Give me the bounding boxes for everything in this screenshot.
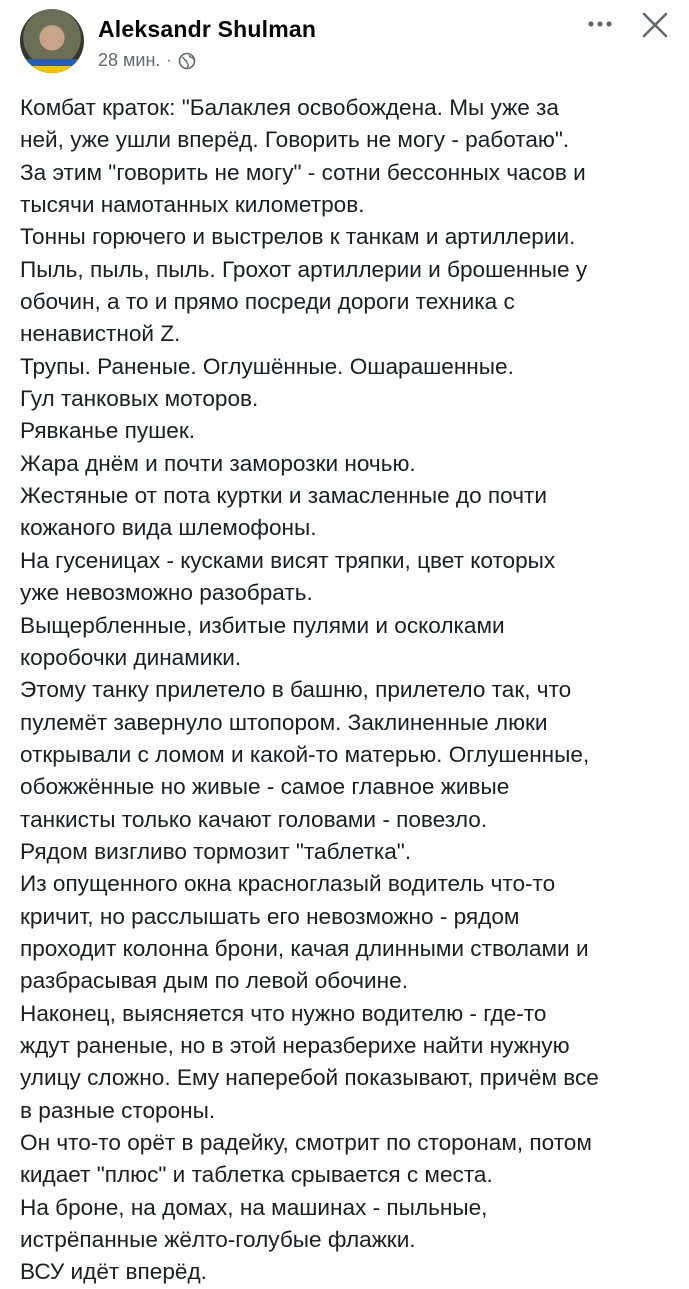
post-text-line: Жестяные от пота куртки и замасленные до почти [20,483,547,509]
post-text-line: За этим "говорить не могу" - сотни бессонных часов и [20,159,586,185]
post-text-line: кричит, но расслышать его невозможно - рядом [20,903,520,929]
post-text-line: пулемёт завернуло штопором. Заклиненные люки [20,709,548,735]
meta-separator: · [166,51,172,69]
post-text-line: проходит колонна брони, качая длинными стволами и [20,935,589,961]
post-text-line: Комбат краток: "Балаклея освобождена. Мы уже за [20,95,559,120]
post-text-line: ненавистной Z. [20,321,181,347]
avatar-flag-yellow [20,66,84,73]
post-text-line: Гул танковых моторов. [20,386,259,412]
post-text-line: в разные стороны. [20,1097,216,1123]
post-time[interactable]: 28 мин. [98,50,161,70]
post-text-line: Выщербленные, избитые пулями и осколками [20,612,505,638]
post-text-line: Он что-то орёт в радейку, смотрит по сторонам, потом [20,1130,592,1155]
post-text-line: На гусеницах - кусками висят тряпки, цвет которых [20,547,556,573]
post-body [20,92,675,1289]
post-text-line: Рявканье пушек. [20,418,195,444]
post-text-line: Тонны горючего и выстрелов к танкам и артиллерии. [20,224,576,250]
post-text-line: ждут раненые, но в этой неразберихе найти нужную [20,1032,570,1058]
post-text-line: Жара днём и почти заморозки ночью. [20,450,416,476]
post-text-line: улицу сложно. Ему наперебой показывают, причём все [20,1065,599,1091]
close-icon[interactable] [640,10,670,40]
post-text-line: коробочки динамики. [20,644,242,670]
post-header [0,0,689,80]
author-avatar[interactable] [20,9,84,73]
post-text-line: тысячи намотанных километров. [20,192,365,218]
post-text-line: танкисты только качают головами - повезло. [20,806,488,832]
post-text-line: открывали с ломом и какой-то матерью. Оглушенные, [20,741,590,767]
post-text-line: Наконец, выясняется что нужно водителю - где-то [20,1000,547,1026]
post-text-line: На броне, на домах, на машинах - пыльные, [20,1194,488,1220]
post-meta [98,50,196,71]
post-text-line: Трупы. Раненые. Оглушённые. Ошарашенные. [20,353,514,379]
post-text-line: Из опущенного окна красноглазый водитель что-то [20,871,556,897]
post-text-line: обожжённые но живые - самое главное живые [20,774,510,800]
post-text-line: ВСУ идёт вперёд. [20,1259,207,1285]
post-text-line: ней, уже ушли вперёд. Говорить не могу - работаю". [20,127,570,153]
globe-icon[interactable] [178,52,196,70]
post-text-line: Этому танку прилетело в башню, прилетело так, что [20,677,572,703]
post-text-line: Пыль, пыль, пыль. Грохот артиллерии и брошенные у [20,256,588,282]
post-text-line: Рядом визгливо тормозит "таблетка". [20,838,412,864]
post-text-line: истрёпанные жёлто-голубые флажки. [20,1227,416,1253]
post-text-line: уже невозможно разобрать. [20,580,313,606]
post-text-line: обочин, а то и прямо посреди дороги техника с [20,289,515,315]
post-text-line: разбрасывая дым по левой обочине. [20,968,408,994]
more-horizontal-icon[interactable] [585,12,615,36]
post-text-line: кожаного вида шлемофоны. [20,515,317,541]
post-text-line: кидает "плюс" и таблетка срывается с места. [20,1162,493,1188]
author-name[interactable]: Aleksandr Shulman [98,16,317,42]
